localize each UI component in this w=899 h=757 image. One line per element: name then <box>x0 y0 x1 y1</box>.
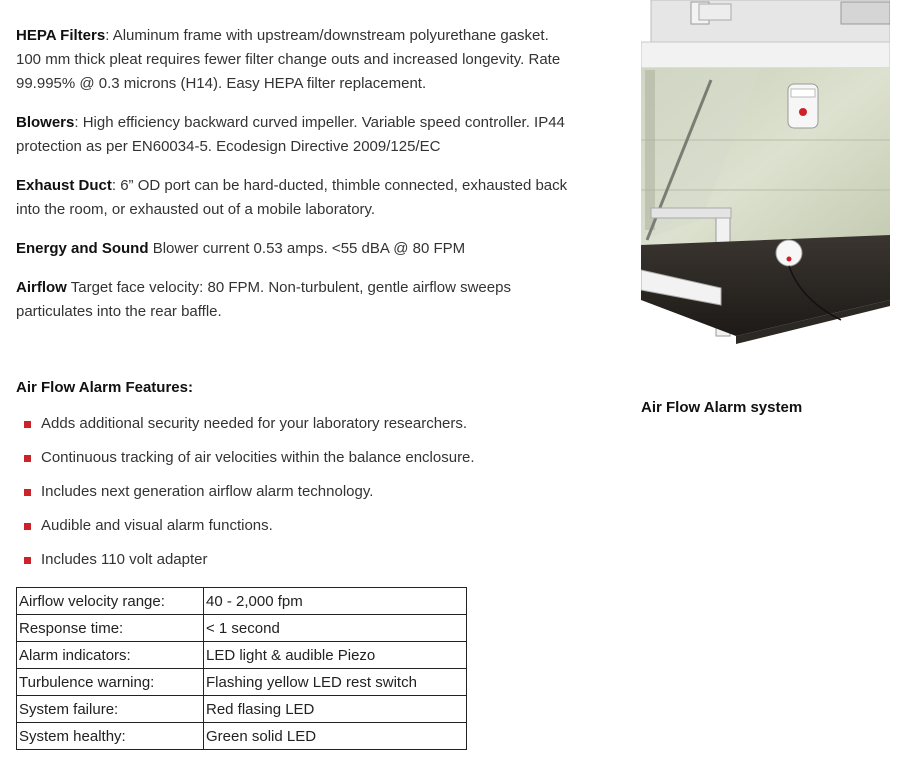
spec-value: Green solid LED <box>204 723 467 750</box>
list-item <box>24 515 475 549</box>
paragraph-text: Blower current 0.53 amps. <55 dBA @ 80 FPM <box>152 240 466 257</box>
paragraph-airflow <box>16 276 576 324</box>
paragraph-separator: : <box>105 27 113 44</box>
table-row <box>17 588 467 615</box>
bullet-square-icon <box>24 489 31 496</box>
spec-value: Red flasing LED <box>204 696 467 723</box>
bullet-square-icon <box>24 455 31 462</box>
features-list <box>24 413 475 583</box>
bullet-square-icon <box>24 557 31 564</box>
list-item-text: Includes 110 volt adapter <box>41 551 208 568</box>
bullet-square-icon <box>24 523 31 530</box>
image-caption: Air Flow Alarm system <box>641 399 803 416</box>
features-heading: Air Flow Alarm Features: <box>16 379 193 396</box>
paragraph-energy-sound <box>16 237 576 261</box>
paragraph-label: Blowers <box>16 114 75 131</box>
paragraph-label: Airflow <box>16 279 67 296</box>
paragraph-exhaust-duct <box>16 174 576 222</box>
table-row <box>17 723 467 750</box>
paragraph-text: Target face velocity: 80 FPM. Non-turbulent, gentle airflow sweeps particulates into the rear baffle. <box>16 279 511 320</box>
spec-value: Flashing yellow LED rest switch <box>204 669 467 696</box>
table-row <box>17 615 467 642</box>
spec-key: System failure: <box>17 696 204 723</box>
paragraph-separator: : <box>74 114 83 131</box>
table-row <box>17 696 467 723</box>
list-item <box>24 447 475 481</box>
paragraph-label: Energy and Sound <box>16 240 149 257</box>
enclosure-photo <box>641 0 890 344</box>
spec-key: System healthy: <box>17 723 204 750</box>
list-item <box>24 549 475 583</box>
paragraph-label: HEPA Filters <box>16 27 106 44</box>
specs-table <box>16 587 467 750</box>
paragraph-blowers <box>16 111 576 159</box>
spec-value: LED light & audible Piezo <box>204 642 467 669</box>
spec-key: Response time: <box>17 615 204 642</box>
paragraph-separator: : <box>111 177 121 194</box>
paragraph-label: Exhaust Duct <box>16 177 112 194</box>
table-row <box>17 642 467 669</box>
bullet-square-icon <box>24 421 31 428</box>
table-row <box>17 669 467 696</box>
paragraph-hepa-filters <box>16 24 576 96</box>
list-item-text: Continuous tracking of air velocities within the balance enclosure. <box>41 449 475 466</box>
spec-value: 40 - 2,000 fpm <box>204 588 467 615</box>
list-item-text: Adds additional security needed for your laboratory researchers. <box>41 415 468 432</box>
spec-value: < 1 second <box>204 615 467 642</box>
paragraph-text: 6” OD port can be hard-ducted, thimble connected, exhausted back into the room, or exhausted out of a mobile laboratory. <box>16 177 568 218</box>
description-paragraphs <box>16 24 576 339</box>
spec-key: Turbulence warning: <box>17 669 204 696</box>
list-item-text: Audible and visual alarm functions. <box>41 517 273 534</box>
spec-key: Alarm indicators: <box>17 642 204 669</box>
paragraph-text: High efficiency backward curved impeller. Variable speed controller. IP44 protection as per EN60034-5. Ecodesign Directive 2009/125/EC <box>16 114 565 155</box>
spec-key: Airflow velocity range: <box>17 588 204 615</box>
list-item <box>24 413 475 447</box>
paragraph-text: Aluminum frame with upstream/downstream polyurethane gasket. 100 mm thick pleat requires fewer filter change outs and increased longevity. Rate 99.995% @ 0.3 microns (H14). Easy HEPA filter replacement. <box>16 27 561 92</box>
enclosure-illustration <box>641 0 890 344</box>
list-item <box>24 481 475 515</box>
list-item-text: Includes next generation airflow alarm technology. <box>41 483 374 500</box>
